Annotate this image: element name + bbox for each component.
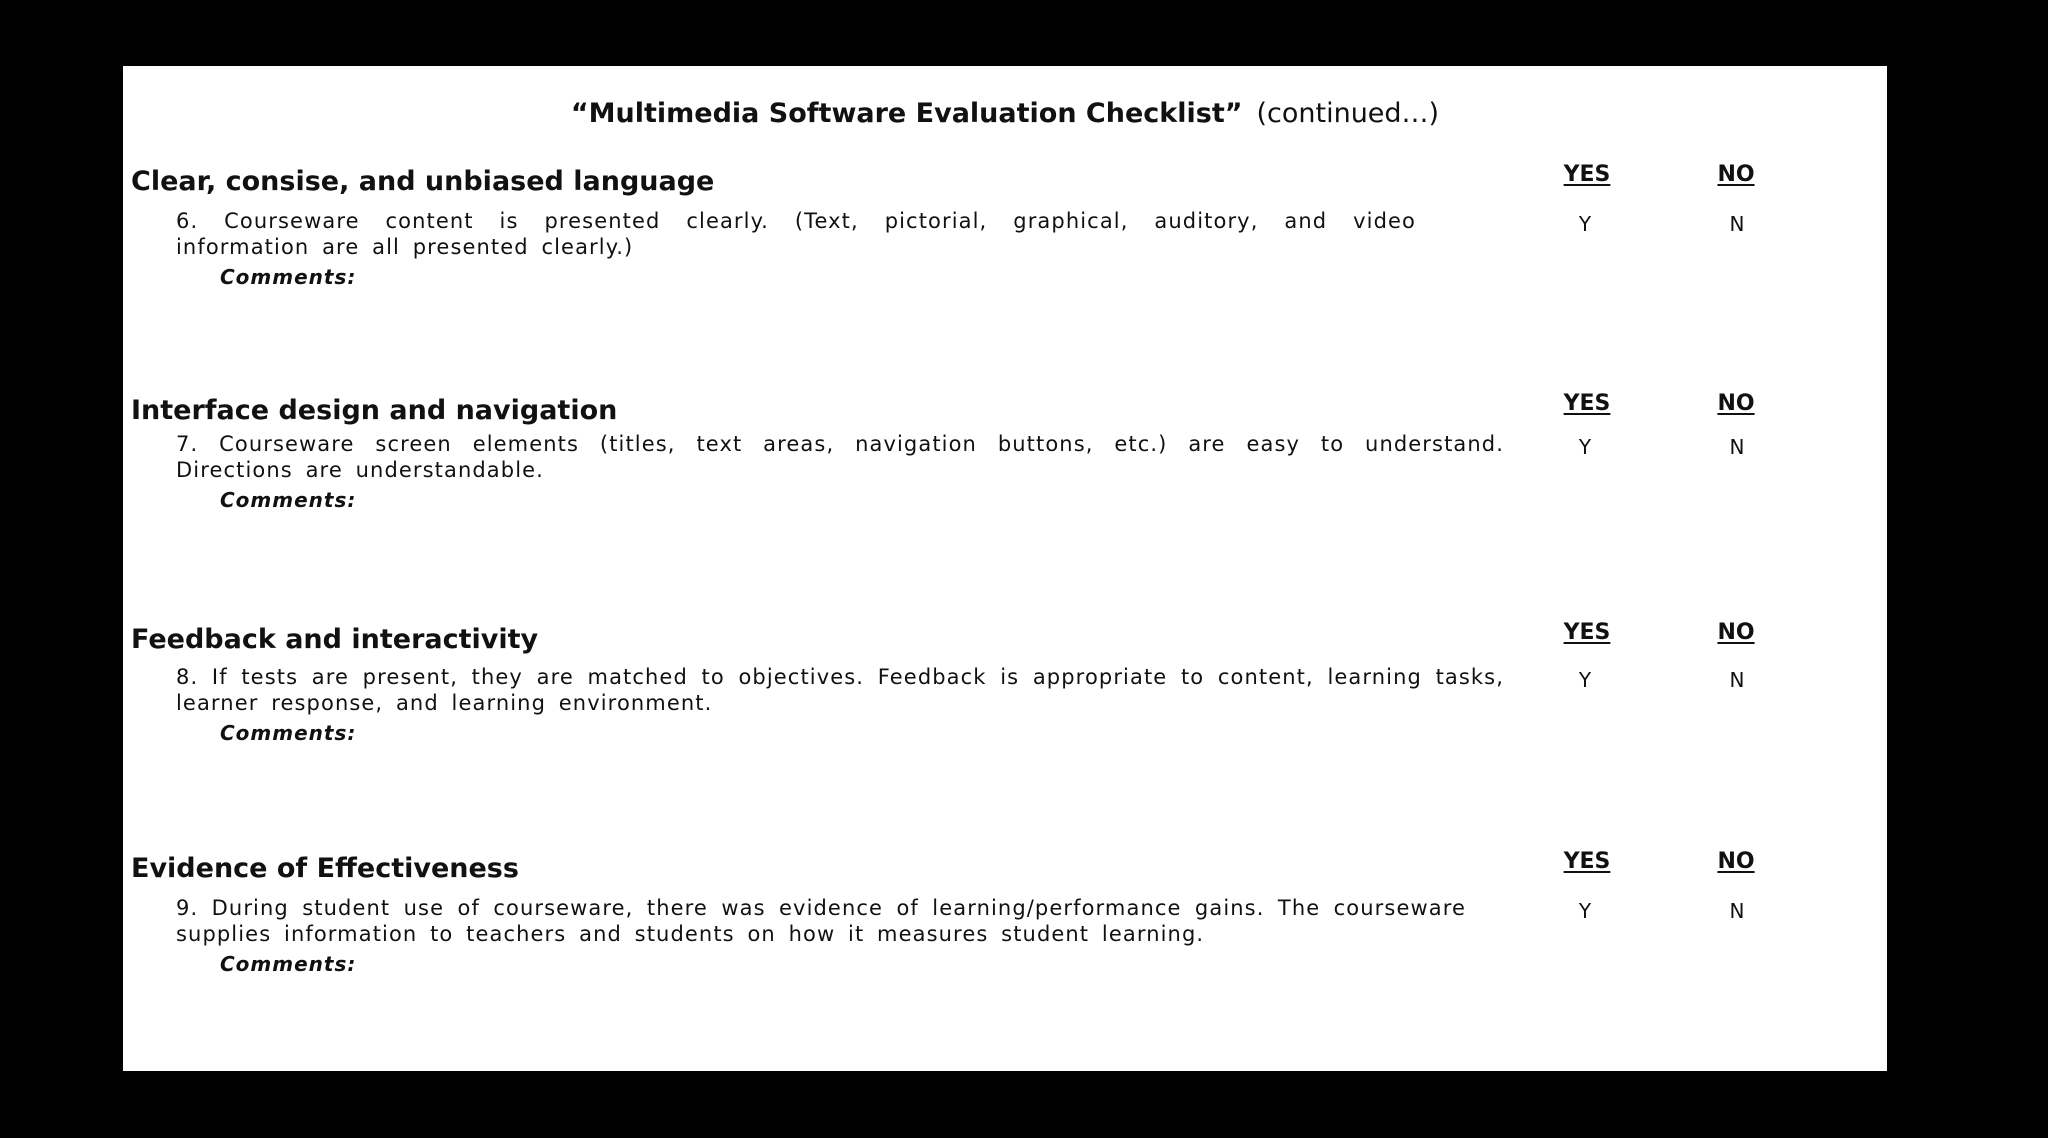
section-heading: Interface design and navigation	[131, 395, 618, 426]
comments-label: Comments:	[220, 721, 357, 745]
checklist-item-7: 7. Courseware screen elements (titles, text areas, navigation buttons, etc.) are easy to understand. Directions are understandable.	[176, 432, 1504, 482]
yes-column-header: YES	[1563, 162, 1611, 187]
comments-label: Comments:	[220, 488, 357, 512]
comments-label: Comments:	[220, 952, 357, 976]
section-heading: Feedback and interactivity	[131, 624, 539, 655]
no-mark: N	[1729, 668, 1745, 692]
section-interface-design	[123, 391, 1887, 615]
section-heading: Evidence of Effectiveness	[131, 853, 519, 884]
yes-mark: Y	[1578, 435, 1592, 459]
yes-mark: Y	[1578, 668, 1592, 692]
document-title-continued: (continued…)	[1256, 98, 1440, 129]
no-mark: N	[1729, 435, 1745, 459]
document-page	[123, 66, 1887, 1071]
no-column-header: NO	[1717, 620, 1755, 645]
no-column-header: NO	[1717, 162, 1755, 187]
no-mark: N	[1729, 212, 1745, 236]
no-column-header: NO	[1717, 391, 1755, 416]
section-evidence-effectiveness	[123, 849, 1887, 1073]
checklist-item-6: 6. Courseware content is presented clearly. (Text, pictorial, graphical, auditory, and video information are all presented clearly.)	[176, 209, 1416, 259]
section-heading: Clear, consise, and unbiased language	[131, 166, 715, 197]
checklist-item-8: 8. If tests are present, they are matched to objectives. Feedback is appropriate to content, learning tasks, learner response, and learning environment.	[176, 665, 1504, 715]
checklist-item-9: 9. During student use of courseware, there was evidence of learning/performance gains. The courseware supplies information to teachers and students on how it measures student learning.	[176, 896, 1466, 946]
yes-column-header: YES	[1563, 620, 1611, 645]
yes-mark: Y	[1578, 899, 1592, 923]
section-feedback-interactivity	[123, 620, 1887, 844]
comments-label: Comments:	[220, 265, 357, 289]
yes-column-header: YES	[1563, 391, 1611, 416]
section-clear-language	[123, 162, 1887, 386]
no-column-header: NO	[1717, 849, 1755, 874]
no-mark: N	[1729, 899, 1745, 923]
document-title	[123, 98, 1887, 129]
yes-mark: Y	[1578, 212, 1592, 236]
yes-column-header: YES	[1563, 849, 1611, 874]
document-title-main: “Multimedia Software Evaluation Checklist”	[570, 98, 1243, 129]
